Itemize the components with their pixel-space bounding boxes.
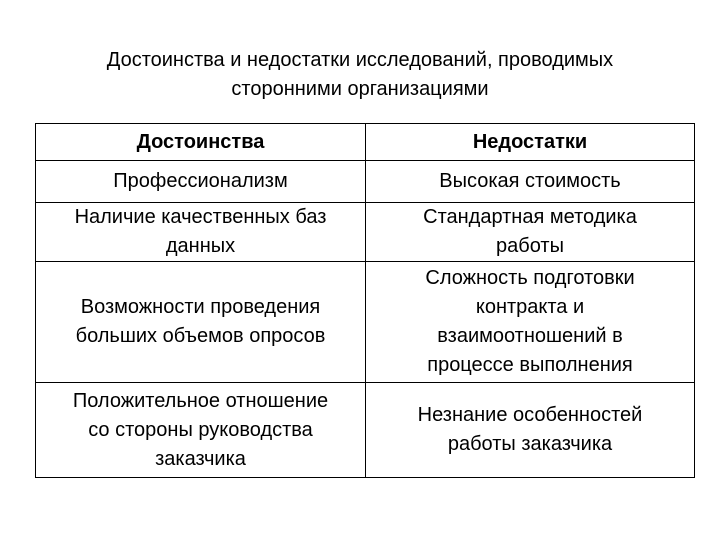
table-header-row xyxy=(36,124,695,161)
cell-line: данных xyxy=(165,235,236,257)
disadvantage-cell xyxy=(366,161,695,203)
cell-line: Стандартная методика xyxy=(423,206,637,228)
cell-line: заказчика xyxy=(155,447,246,470)
page-title xyxy=(40,46,680,104)
cell-line: Незнание особенностей xyxy=(417,404,643,426)
table-row xyxy=(36,161,695,203)
title-line-1: Достоинства и недостатки исследований, проводимых xyxy=(106,49,614,71)
cell-line: больших объемов опросов xyxy=(75,325,326,347)
disadvantage-cell xyxy=(366,262,695,383)
disadvantage-cell xyxy=(366,203,695,262)
cell-line: работы xyxy=(496,235,564,257)
cell-line: процессе выполнения xyxy=(427,354,633,376)
advantage-cell xyxy=(36,262,366,383)
advantage-cell xyxy=(36,161,366,203)
cell-line: Высокая стоимость xyxy=(439,170,621,192)
header-advantages: Достоинства xyxy=(36,124,366,161)
comparison-table xyxy=(35,123,695,478)
cell-line: со стороны руководства xyxy=(88,418,313,441)
header-disadvantages: Недостатки xyxy=(366,124,695,161)
cell-line: Профессионализм xyxy=(113,170,288,192)
cell-line: Сложность подготовки xyxy=(425,267,635,289)
cell-line: Возможности проведения xyxy=(80,296,321,318)
table-row xyxy=(36,203,695,262)
advantage-cell xyxy=(36,383,366,478)
cell-line: работы заказчика xyxy=(447,433,613,455)
table-row xyxy=(36,383,695,478)
title-line-2: сторонними организациями xyxy=(231,78,489,100)
advantage-cell xyxy=(36,203,366,262)
disadvantage-cell xyxy=(366,383,695,478)
cell-line: взаимоотношений в xyxy=(437,325,623,347)
cell-line: контракта и xyxy=(475,296,585,318)
cell-line: Положительное отношение xyxy=(72,389,329,412)
table-row xyxy=(36,262,695,383)
cell-line: Наличие качественных баз xyxy=(74,206,327,228)
